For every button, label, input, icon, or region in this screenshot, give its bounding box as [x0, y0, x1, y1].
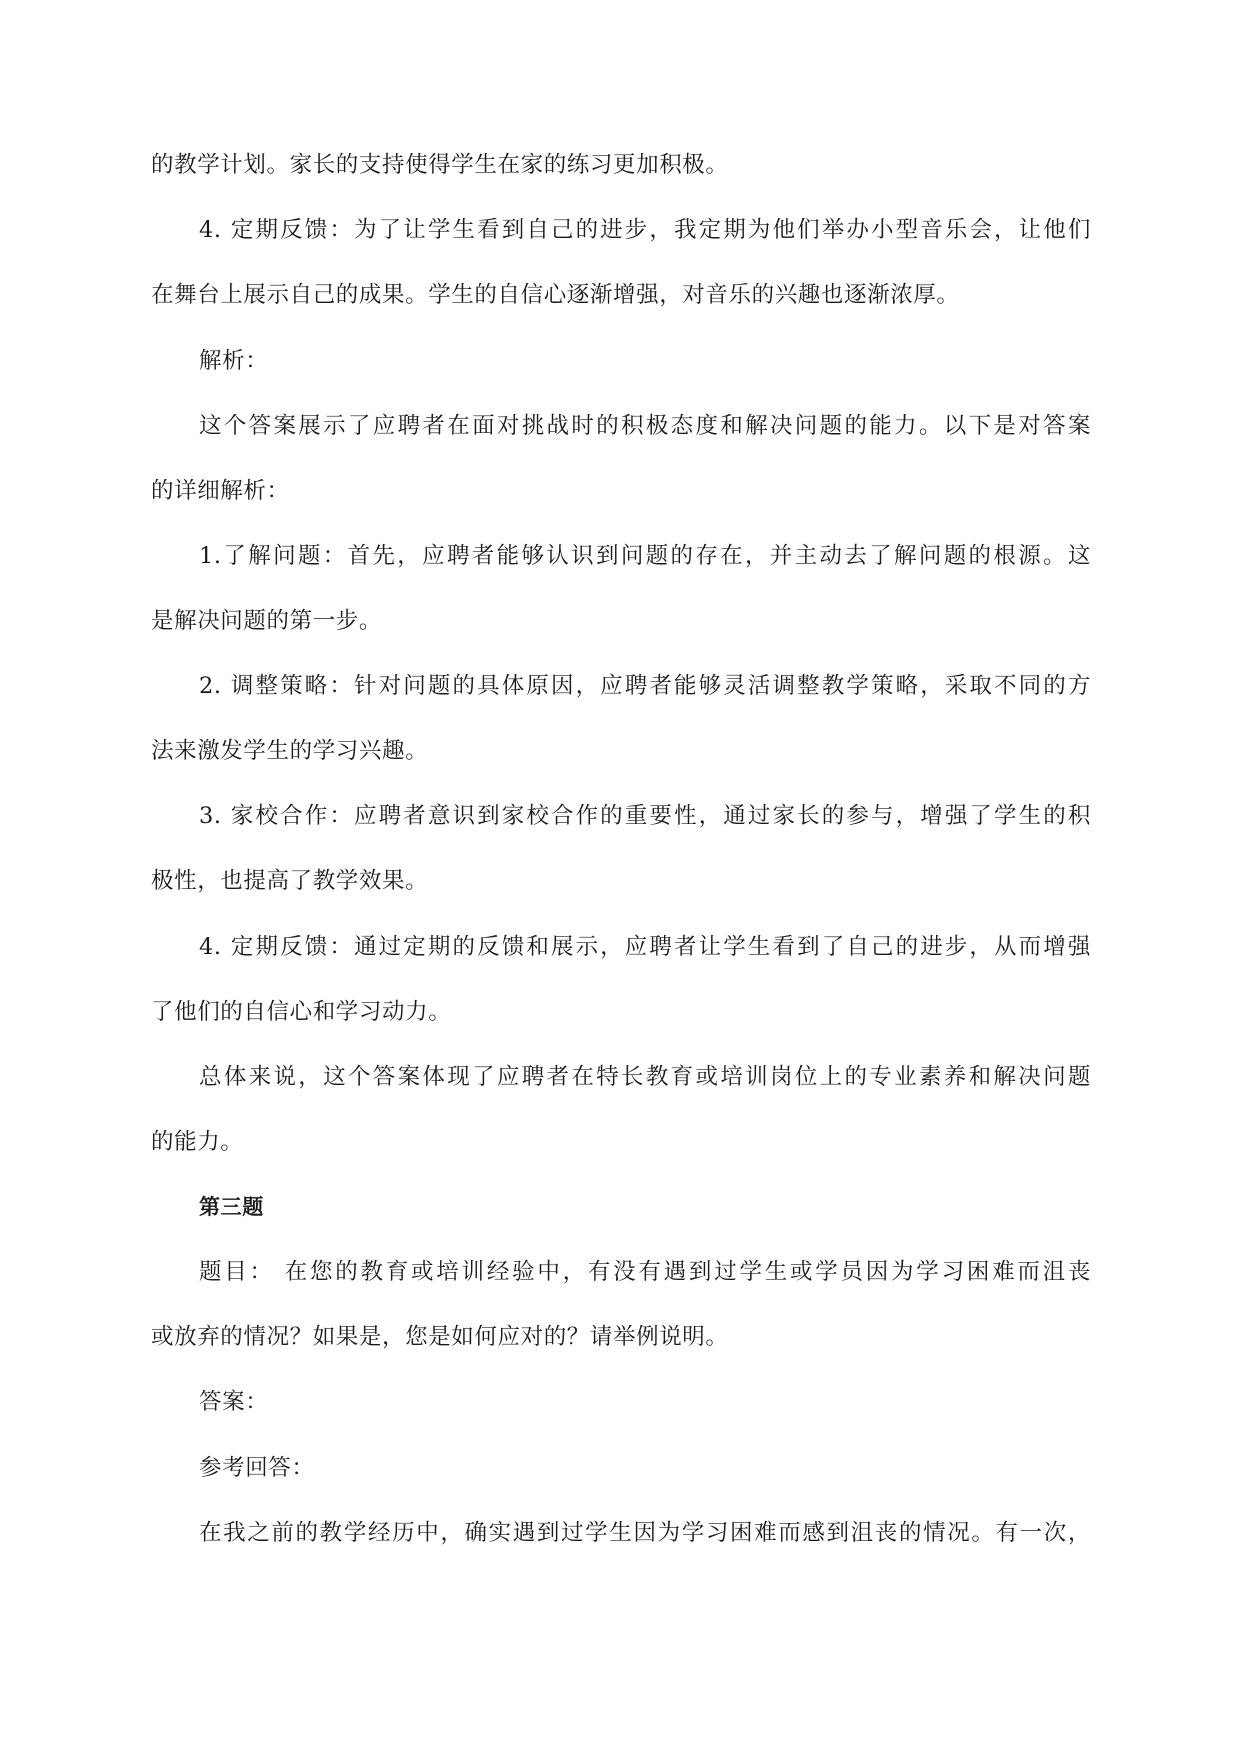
list-item-line: 了他们的自信心和学习动力。 [151, 999, 452, 1025]
list-item-line: 是解决问题的第一步。 [151, 608, 383, 634]
paragraph-line: 总体来说，这个答案体现了应聘者在特长教育或培训岗位上的专业素养和解决问题 [199, 1064, 1091, 1090]
question-line: 或放弃的情况？如果是，您是如何应对的？请举例说明。 [151, 1324, 729, 1350]
question-line: 题目： 在您的教育或培训经验中，有没有遇到过学生或学员因为学习困难而沮丧 [199, 1259, 1091, 1285]
list-item-line: 2. 调整策略：针对问题的具体原因，应聘者能够灵活调整教学策略，采取不同的方 [199, 673, 1091, 699]
paragraph-line: 这个答案展示了应聘者在面对挑战时的积极态度和解决问题的能力。以下是对答案 [199, 413, 1091, 439]
section-label: 解析： [199, 348, 269, 374]
list-item-line: 4. 定期反馈：通过定期的反馈和展示，应聘者让学生看到了自己的进步，从而增强 [199, 934, 1091, 960]
section-heading: 第三题 [199, 1195, 264, 1219]
list-item-line: 极性，也提高了教学效果。 [151, 868, 429, 894]
paragraph-line: 的能力。 [151, 1129, 244, 1155]
list-item-line: 1.了解问题：首先，应聘者能够认识到问题的存在，并主动去了解问题的根源。这 [199, 543, 1091, 569]
paragraph-line: 在我之前的教学经历中，确实遇到过学生因为学习困难而感到沮丧的情况。有一次， [199, 1520, 1091, 1546]
answer-label: 答案： [199, 1389, 269, 1415]
paragraph-line: 在舞台上展示自己的成果。学生的自信心逐渐增强，对音乐的兴趣也逐渐浓厚。 [151, 282, 960, 308]
list-item-line: 3. 家校合作：应聘者意识到家校合作的重要性，通过家长的参与，增强了学生的积 [199, 803, 1091, 829]
list-item-line: 法来激发学生的学习兴趣。 [151, 738, 429, 764]
paragraph-line: 4. 定期反馈：为了让学生看到自己的进步，我定期为他们举办小型音乐会，让他们 [199, 217, 1091, 243]
paragraph-line: 的详细解析： [151, 478, 290, 504]
paragraph-line: 的教学计划。家长的支持使得学生在家的练习更加积极。 [151, 152, 729, 178]
reference-answer-label: 参考回答： [199, 1455, 315, 1481]
